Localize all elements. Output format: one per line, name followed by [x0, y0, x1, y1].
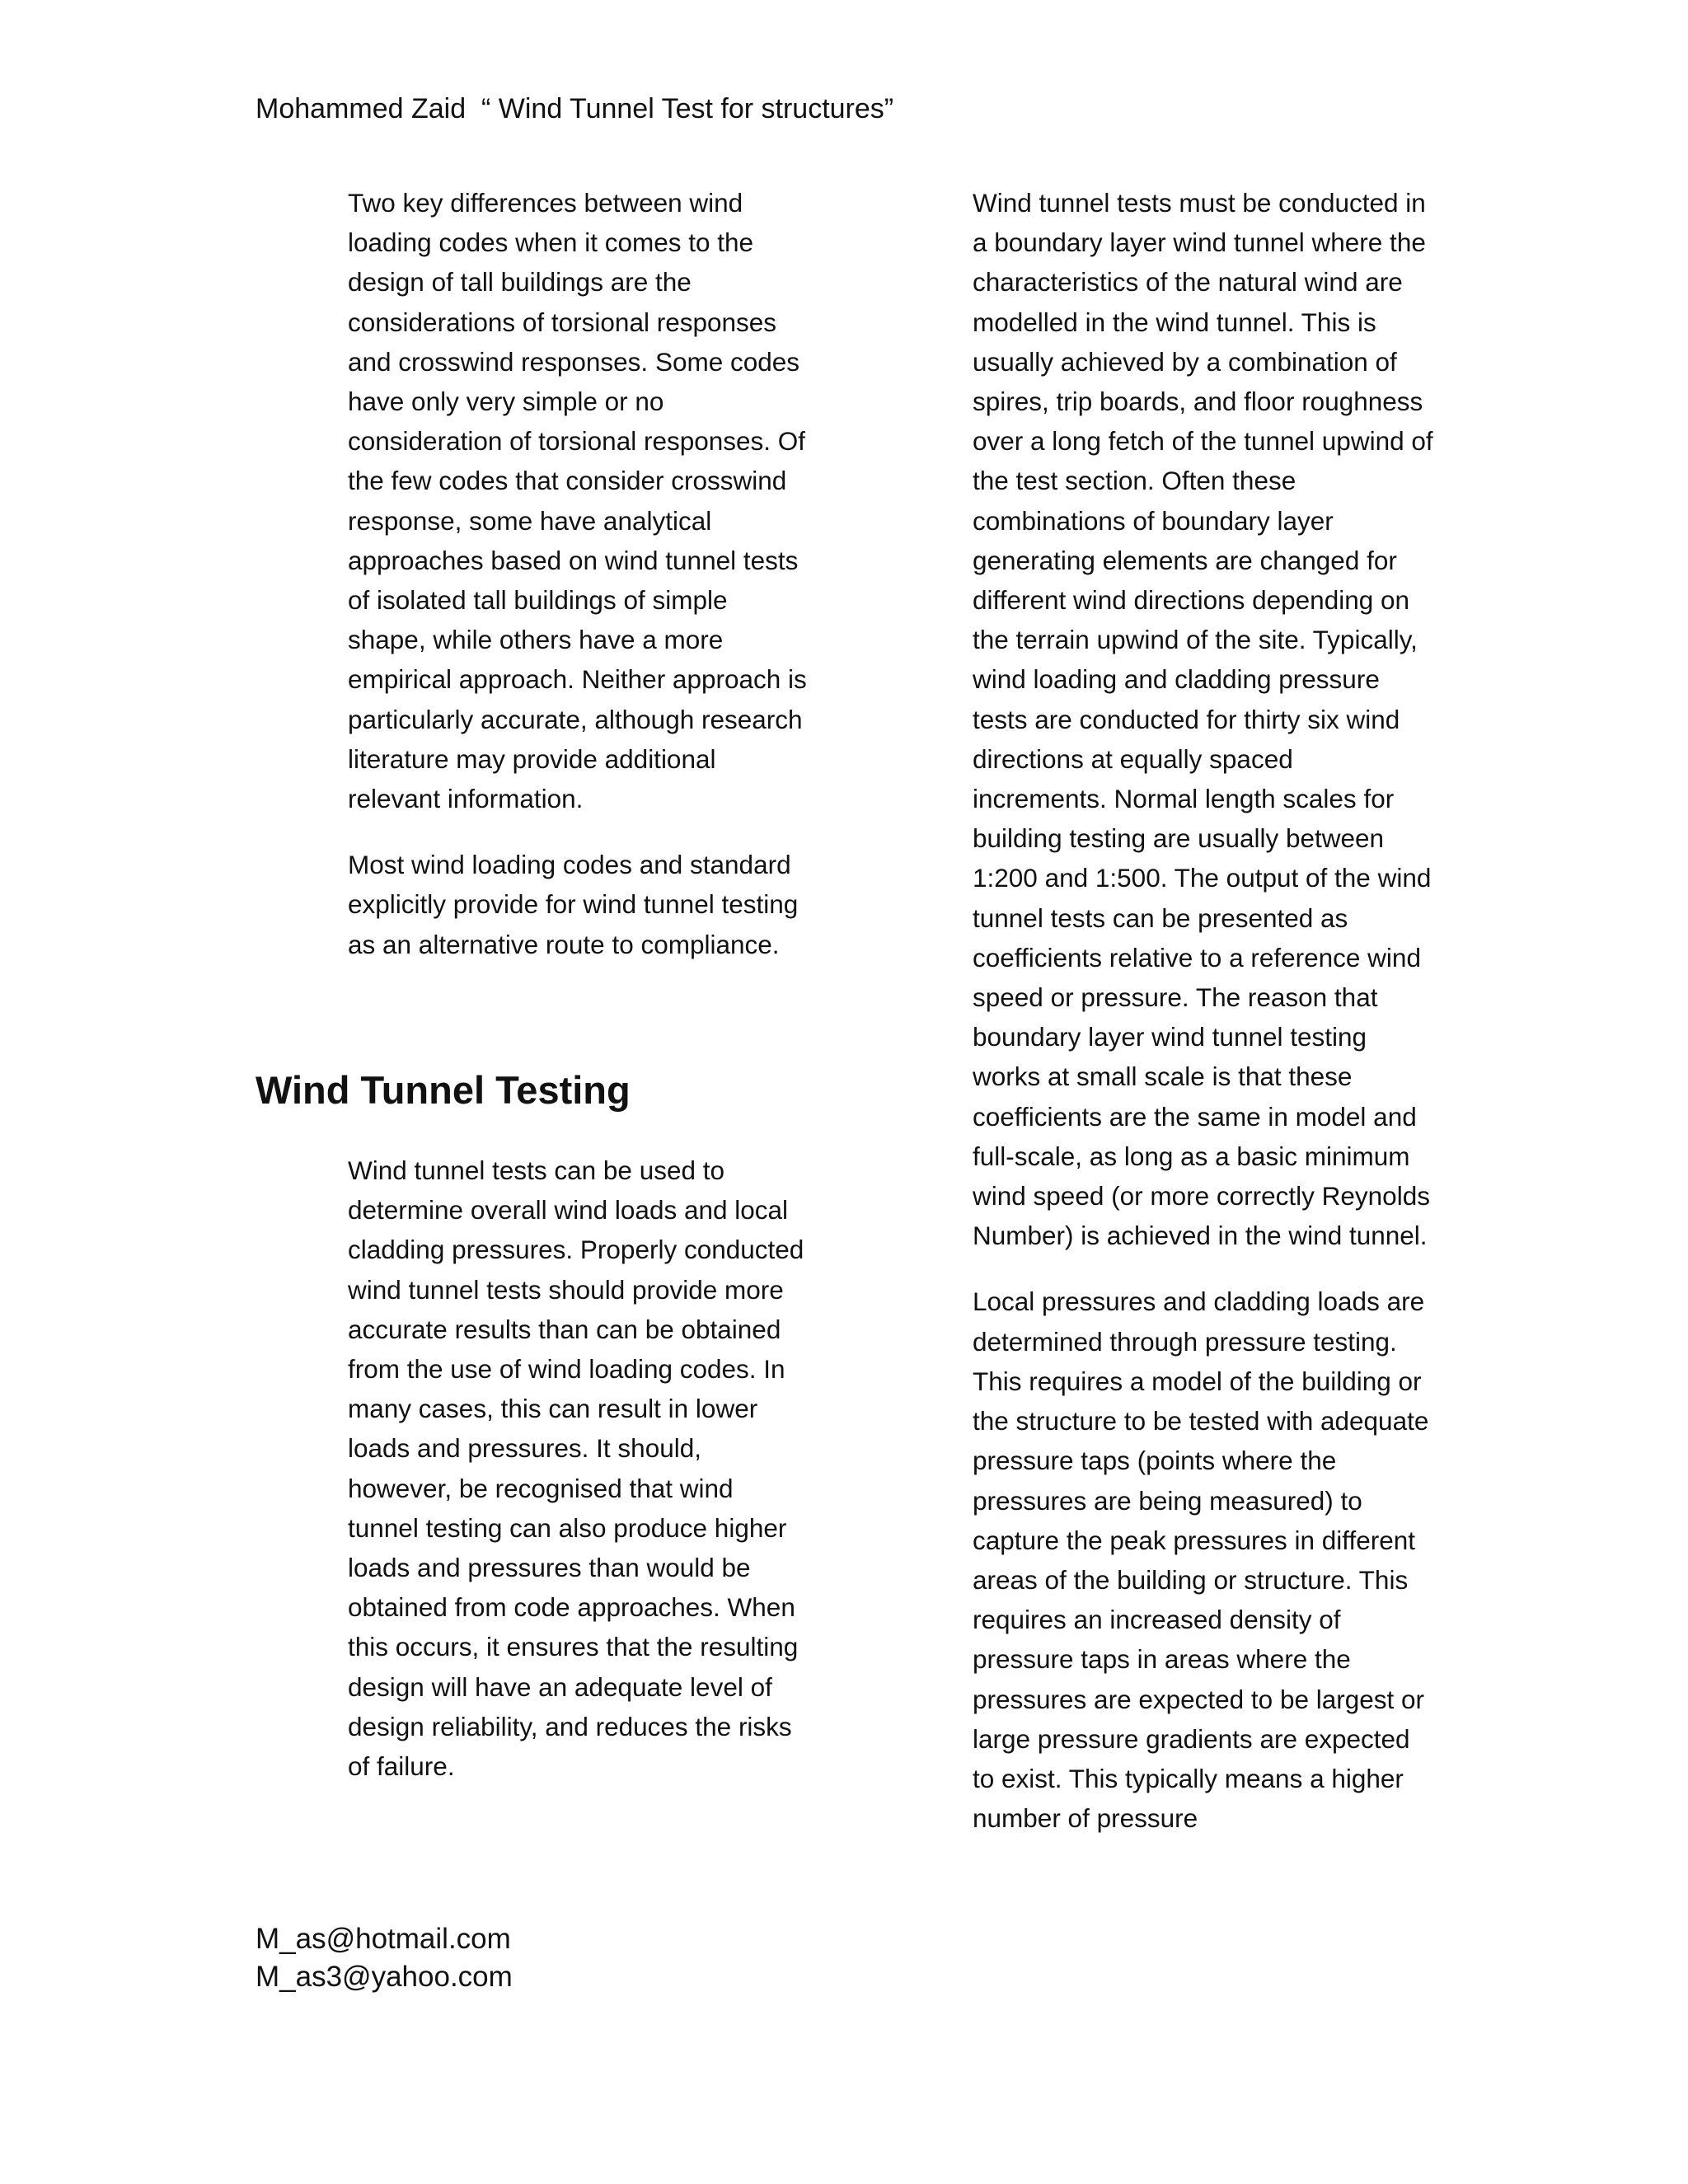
- paragraph-pressure-testing: Local pressures and cladding loads are determined through pressure testing. This requires a model of the building or the structure to be tested with adequate pressure taps (points where the pressures are being measured) to capture the peak pressures in different areas of the building or structure. This requires an increased density of pressure taps in areas where the pressures are expected to be largest or large pressure gradients are expected to exist. This typically means a higher number of pressure: [973, 1286, 1429, 1834]
- section-heading: Wind Tunnel Testing: [256, 1068, 631, 1112]
- paragraph-code-differences: Two key differences between wind loading codes when it comes to the design of tall buildings are the considerations of torsional responses and crosswind responses. Some codes have only very simple or no consideration of torsional responses. Of the few codes that consider crosswind response, some have analytical approaches based on wind tunnel tests of isolated tall buildings of simple shape, while others have a more empirical approach. Neither approach is particularly accurate, although research literature may provide additional relevant information.: [348, 188, 807, 814]
- right-column: [973, 183, 1434, 1838]
- paragraph-code-compliance: Most wind loading codes and standard explicitly provide for wind tunnel testing as an alternative route to compliance.: [348, 850, 799, 959]
- email-hotmail: M_as@hotmail.com: [256, 1923, 511, 1955]
- paragraph-boundary-layer: Wind tunnel tests must be conducted in a boundary layer wind tunnel where the characteristics of the natural wind are modelled in the wind tunnel. This is usually achieved by a combination of spires, trip boards, and floor roughness over a long fetch of the tunnel upwind of the test section. Often these combinations of boundary layer generating elements are changed for different wind directions depending on the terrain upwind of the site. Typically, wind loading and cladding pressure tests are conducted for thirty six wind directions at equally spaced increments. Normal length scales for building testing are usually between 1:200 and 1:500. The output of the wind tunnel tests can be presented as coefficients relative to a reference wind speed or pressure. The reason that boundary layer wind tunnel testing works at small scale is that these coefficients are the same in model and full-scale, as long as a basic minimum wind speed (or more correctly Reynolds Number) is achieved in the wind tunnel.: [973, 188, 1433, 1251]
- running-header: Mohammed Zaid “ Wind Tunnel Test for structures”: [256, 93, 894, 124]
- left-column-section-body: [348, 1151, 809, 1786]
- email-yahoo: M_as3@yahoo.com: [256, 1961, 513, 1993]
- paragraph-wind-tunnel-uses: Wind tunnel tests can be used to determine overall wind loads and local cladding pressures. Properly conducted wind tunnel tests should provide more accurate results than can be obtained from the use of wind loading codes. In many cases, this can result in lower loads and pressures. It should, however, be recognised that wind tunnel testing can also produce higher loads and pressures than would be obtained from code approaches. When this occurs, it ensures that the resulting design will have an adequate level of design reliability, and reduces the risks of failure.: [348, 1155, 804, 1782]
- footer-contact: [256, 1920, 513, 1996]
- left-column-intro: [348, 183, 809, 964]
